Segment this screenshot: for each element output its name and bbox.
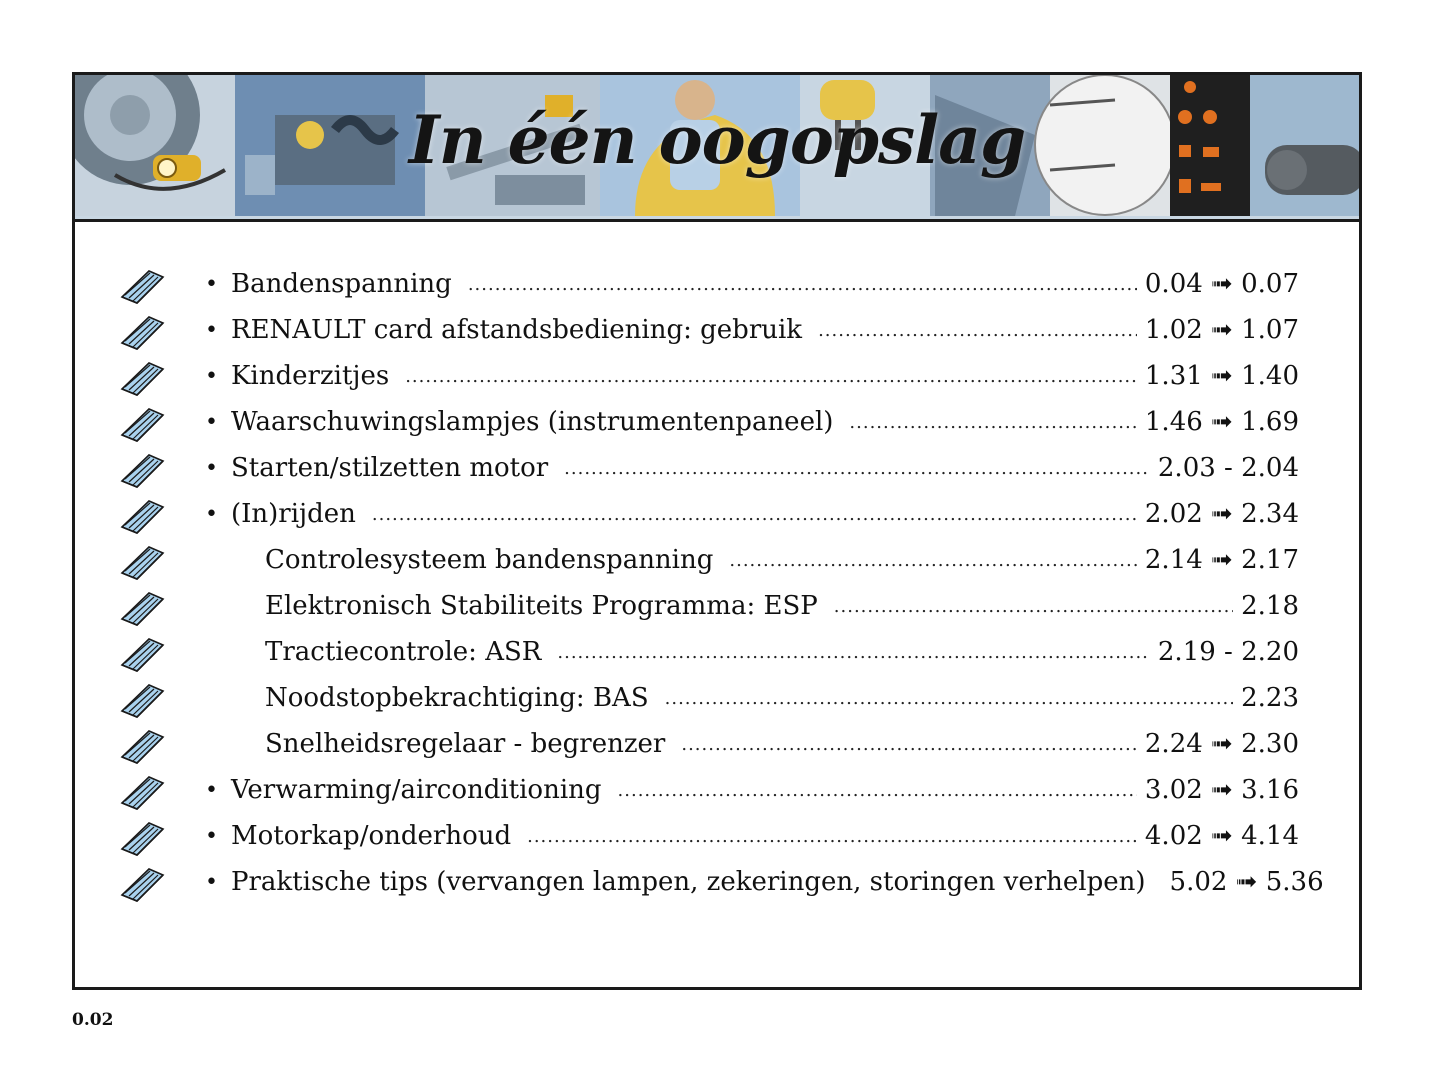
open-book-icon [119, 817, 165, 857]
open-book-icon [119, 265, 165, 305]
toc-page-range: 2.02 ➟ 2.34 [1144, 499, 1299, 529]
toc-row [75, 767, 1359, 813]
toc-label: Elektronisch Stabiliteits Programma: ESP [265, 591, 818, 621]
toc-label: Verwarming/airconditioning [231, 775, 602, 805]
toc-row [75, 399, 1359, 445]
dot-leader [468, 274, 1137, 295]
content-frame [72, 72, 1362, 990]
toc-label: Praktische tips (vervangen lampen, zekeringen, storingen verhelpen) [231, 867, 1146, 897]
open-book-icon [119, 633, 165, 673]
bullet: • [205, 869, 218, 895]
toc-row [75, 675, 1359, 721]
dot-leader [849, 412, 1136, 433]
toc-entry[interactable] [205, 491, 1299, 537]
bullet: • [205, 501, 218, 527]
open-book-icon [119, 403, 165, 443]
toc-page-range: 3.02 ➟ 3.16 [1144, 775, 1299, 805]
toc-page-range: 0.04 ➟ 0.07 [1144, 269, 1299, 299]
dot-leader [818, 320, 1137, 341]
toc-label: Motorkap/onderhoud [231, 821, 512, 851]
open-book-icon [119, 863, 165, 903]
toc-entry[interactable] [265, 537, 1299, 583]
dot-leader [834, 596, 1233, 617]
bullet: • [205, 777, 218, 803]
toc-entry[interactable] [205, 353, 1299, 399]
toc-page-range: 2.18 [1241, 591, 1299, 621]
toc-row [75, 859, 1359, 905]
toc-row [75, 583, 1359, 629]
header-banner [75, 75, 1359, 222]
open-book-icon [119, 679, 165, 719]
open-book-icon [119, 357, 165, 397]
toc-row [75, 445, 1359, 491]
dot-leader [527, 826, 1137, 847]
toc-label: Noodstopbekrachtiging: BAS [265, 683, 649, 713]
bullet: • [205, 363, 218, 389]
toc-page-range: 2.19 - 2.20 [1157, 637, 1299, 667]
open-book-icon [119, 587, 165, 627]
toc-page-range: 1.46 ➟ 1.69 [1144, 407, 1299, 437]
open-book-icon [119, 725, 165, 765]
toc-row [75, 261, 1359, 307]
toc-entry[interactable] [205, 813, 1299, 859]
bullet: • [205, 317, 218, 343]
bullet: • [205, 823, 218, 849]
dot-leader [564, 458, 1150, 479]
dot-leader [557, 642, 1150, 663]
toc-row [75, 537, 1359, 583]
toc-label: Waarschuwingslampjes (instrumentenpaneel) [231, 407, 834, 437]
toc-entry[interactable] [205, 307, 1299, 353]
toc-row [75, 353, 1359, 399]
open-book-icon [119, 771, 165, 811]
toc-row [75, 813, 1359, 859]
toc-row [75, 491, 1359, 537]
toc-label: Controlesysteem bandenspanning [265, 545, 714, 575]
toc-page-range: 2.03 - 2.04 [1157, 453, 1299, 483]
toc-row [75, 721, 1359, 767]
open-book-icon [119, 311, 165, 351]
toc-row [75, 307, 1359, 353]
page-title: In één oogopslag [408, 101, 1026, 179]
bullet: • [205, 271, 218, 297]
toc-page-range: 1.31 ➟ 1.40 [1144, 361, 1299, 391]
toc-label: Snelheidsregelaar - begrenzer [265, 729, 666, 759]
toc-entry[interactable] [265, 721, 1299, 767]
open-book-icon [119, 495, 165, 535]
bullet: • [205, 455, 218, 481]
dot-leader [665, 688, 1233, 709]
toc-entry[interactable] [265, 629, 1299, 675]
toc-page-range: 2.23 [1241, 683, 1299, 713]
toc-label: Starten/stilzetten motor [231, 453, 549, 483]
toc-label: Kinderzitjes [231, 361, 390, 391]
open-book-icon [119, 449, 165, 489]
toc-label: Bandenspanning [231, 269, 452, 299]
page-number: 0.02 [72, 1010, 114, 1030]
toc-entry[interactable] [205, 859, 1324, 905]
dot-leader [729, 550, 1137, 571]
dot-leader [372, 504, 1137, 525]
toc-page-range: 2.24 ➟ 2.30 [1144, 729, 1299, 759]
bullet: • [205, 409, 218, 435]
dot-leader [681, 734, 1137, 755]
toc-entry[interactable] [205, 261, 1299, 307]
toc-page-range: 4.02 ➟ 4.14 [1144, 821, 1299, 851]
toc-page-range: 5.02 ➟ 5.36 [1169, 867, 1324, 897]
toc-page-range: 1.02 ➟ 1.07 [1144, 315, 1299, 345]
toc-label: RENAULT card afstandsbediening: gebruik [231, 315, 803, 345]
open-book-icon [119, 541, 165, 581]
toc-entry[interactable] [205, 399, 1299, 445]
toc-entry[interactable] [265, 583, 1299, 629]
dot-leader [405, 366, 1137, 387]
toc-page-range: 2.14 ➟ 2.17 [1144, 545, 1299, 575]
dot-leader [618, 780, 1137, 801]
toc-entry[interactable] [265, 675, 1299, 721]
toc-label: (In)rijden [231, 499, 356, 529]
toc-entry[interactable] [205, 445, 1299, 491]
toc-entry[interactable] [205, 767, 1299, 813]
toc-row [75, 629, 1359, 675]
toc-label: Tractiecontrole: ASR [265, 637, 542, 667]
